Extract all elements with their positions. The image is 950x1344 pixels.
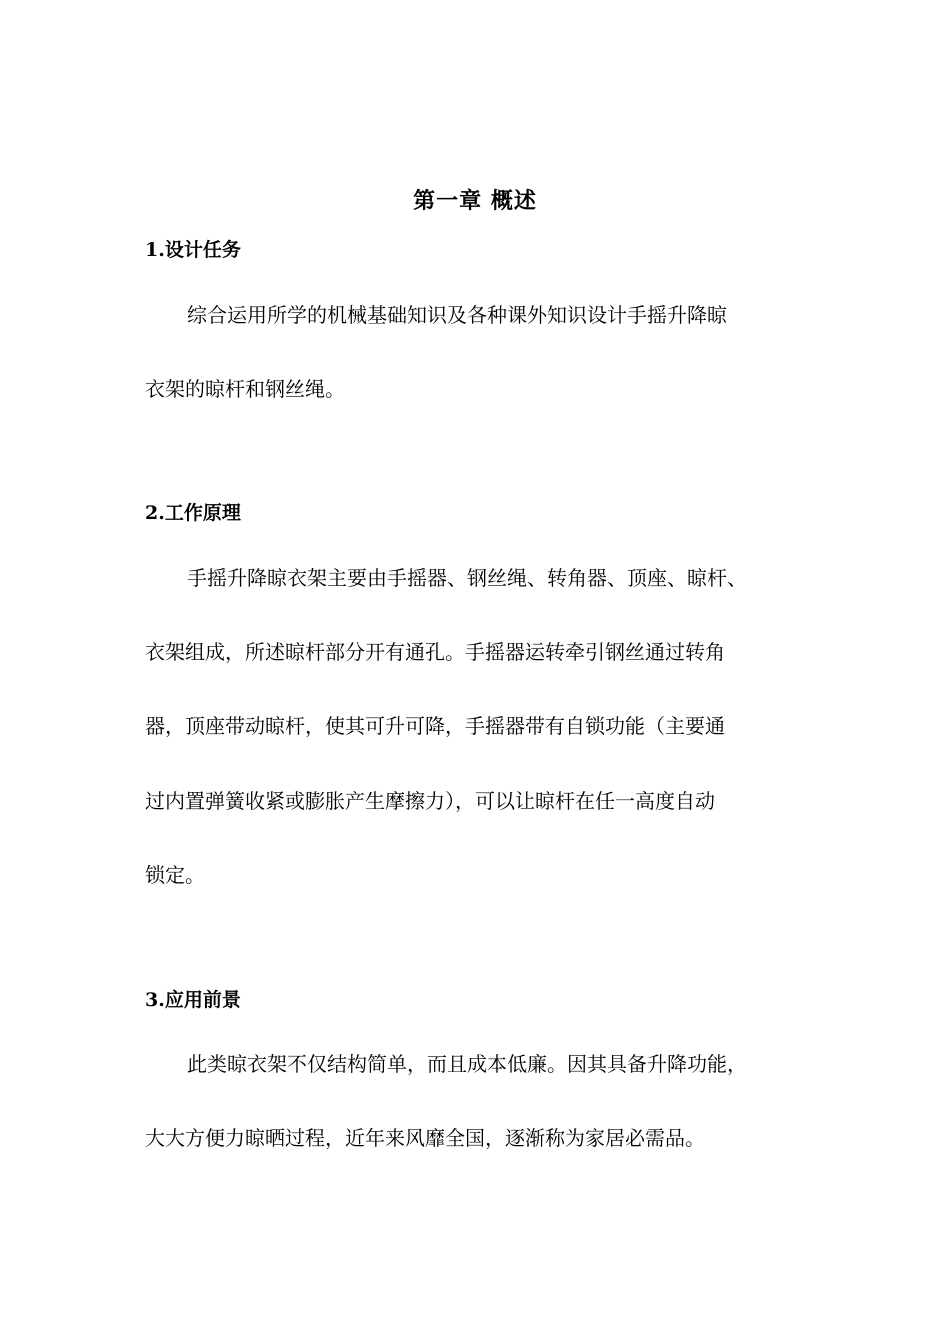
paragraph-line: 大大方便力晾晒过程，近年来风靡全国，逐渐称为家居必需品。 — [145, 1126, 705, 1150]
paragraph-line: 过内置弹簧收紧或膨胀产生摩擦力），可以让晾杆在任一高度自动 — [145, 789, 715, 813]
paragraph-line: 衣架的晾杆和钢丝绳。 — [145, 377, 345, 401]
paragraph-line: 综合运用所学的机械基础知识及各种课外知识设计手摇升降晾 — [187, 303, 727, 327]
paragraph-line: 此类晾衣架不仅结构简单，而且成本低廉。因其具备升降功能， — [187, 1052, 747, 1076]
paragraph-line: 手摇升降晾衣架主要由手摇器、钢丝绳、转角器、顶座、晾杆、 — [187, 566, 747, 590]
chapter-title: 第一章 概述 — [413, 188, 537, 214]
section-heading-working-principle: 2.工作原理 — [145, 502, 241, 524]
paragraph-line: 锁定。 — [145, 863, 205, 887]
section-heading-design-task: 1.设计任务 — [145, 239, 241, 261]
paragraph-line: 器，顶座带动晾杆，使其可升可降，手摇器带有自锁功能（主要通 — [145, 714, 725, 738]
section-heading-application-prospect: 3.应用前景 — [145, 989, 241, 1011]
paragraph-line: 衣架组成，所述晾杆部分开有通孔。手摇器运转牵引钢丝通过转角 — [145, 640, 725, 664]
